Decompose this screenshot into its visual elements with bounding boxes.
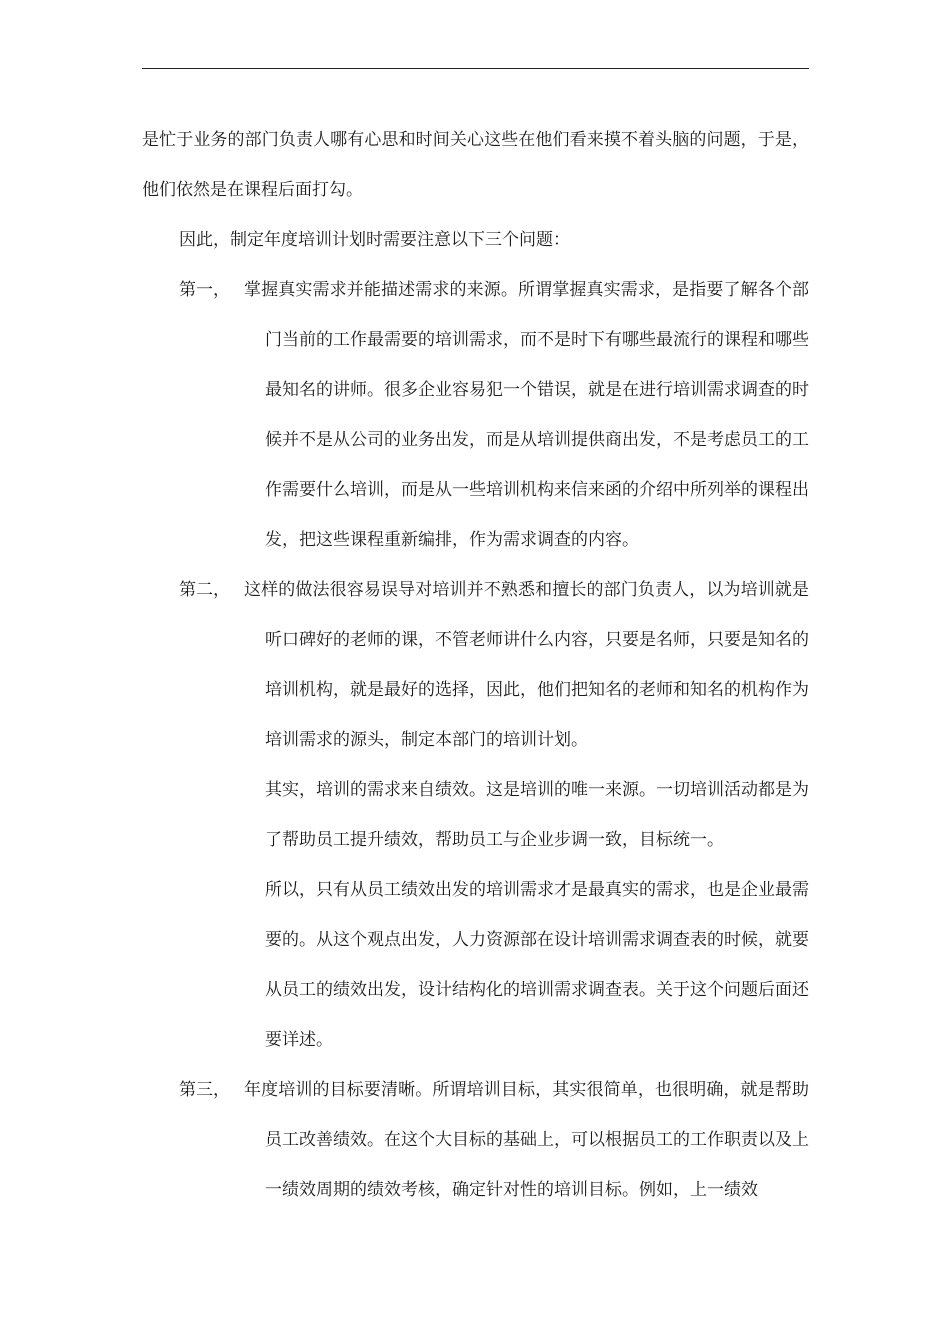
lead-sentence: 因此，制定年度培训计划时需要注意以下三个问题： bbox=[179, 230, 570, 250]
list-item-3-text: 年度培训的目标要清晰。所谓培训目标，其实很简单，也很明确，就是帮助员工改善绩效。在这个大目标的基础上，可以根据员工的工作职责以及上一绩效周期的绩效考核，确定针对性的培训目标。例如，上一绩效 bbox=[244, 1080, 809, 1200]
list-item-1-label: 第一， bbox=[179, 280, 230, 300]
intro-paragraph: 是忙于业务的部门负责人哪有心思和时间关心这些在他们看来摸不着头脑的问题，于是，他们依然是在课程后面打勾。 bbox=[142, 130, 809, 200]
list-item-2-text: 这样的做法很容易误导对培训并不熟悉和擅长的部门负责人，以为培训就是听口碑好的老师的课，不管老师讲什么内容，只要是名师，只要是知名的培训机构，就是最好的选择，因此，他们把知名的老师和知名的机构作为培训需求的源头，制定本部门的培训计划。 bbox=[244, 580, 809, 750]
header-rule bbox=[142, 68, 809, 69]
list-item-2 bbox=[142, 565, 809, 765]
list-item-1-text: 掌握真实需求并能描述需求的来源。所谓掌握真实需求，是指要了解各个部门当前的工作最需要的培训需求，而不是时下有哪些最流行的课程和哪些最知名的讲师。很多企业容易犯一个错误，就是在进行培训需求调查的时候并不是从公司的业务出发，而是从培训提供商出发，不是考虑员工的工作需要什么培训，而是从一些培训机构来信来函的介绍中所列举的课程出发，把这些课程重新编排，作为需求调查的内容。 bbox=[244, 280, 809, 550]
document-body bbox=[142, 115, 809, 1215]
list-item-3 bbox=[142, 1065, 809, 1215]
list-item-1 bbox=[142, 265, 809, 565]
list-item-3-label: 第三， bbox=[179, 1080, 230, 1100]
sub-paragraph-1: 其实，培训的需求来自绩效。这是培训的唯一来源。一切培训活动都是为了帮助员工提升绩效，帮助员工与企业步调一致，目标统一。 bbox=[265, 780, 809, 850]
list-item-2-label: 第二， bbox=[179, 580, 230, 600]
sub-paragraph-2: 所以，只有从员工绩效出发的培训需求才是最真实的需求，也是企业最需要的。从这个观点出发，人力资源部在设计培训需求调查表的时候，就要从员工的绩效出发，设计结构化的培训需求调查表。关于这个问题后面还要详述。 bbox=[265, 880, 809, 1050]
